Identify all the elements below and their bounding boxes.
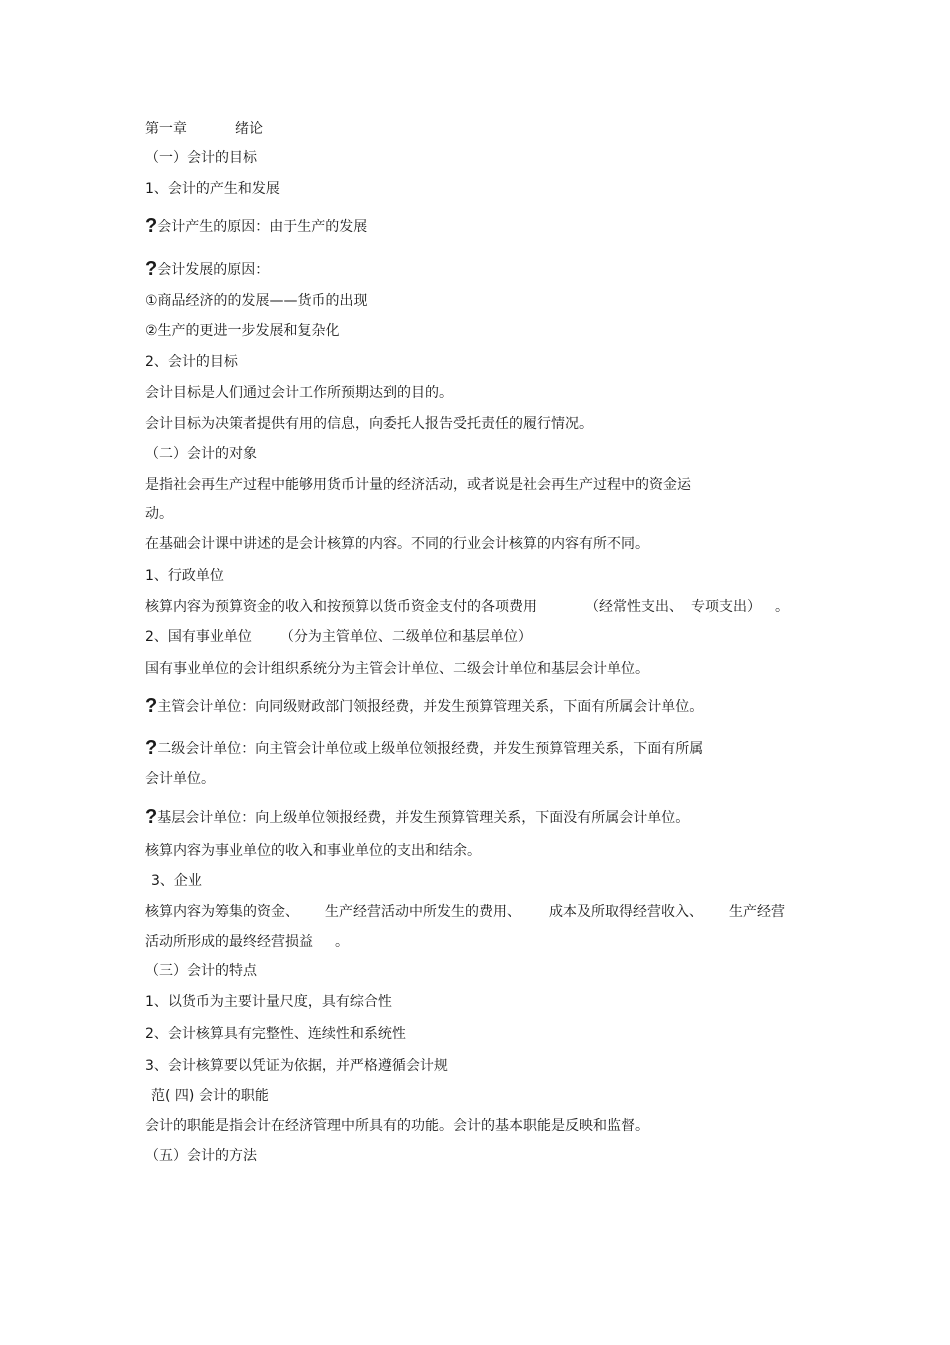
list-item: 3、会计核算要以凭证为依据，并严格遵循会计规 bbox=[145, 1058, 448, 1074]
section-heading: 范( 四) 会计的职能 bbox=[151, 1088, 269, 1104]
chapter-heading bbox=[145, 120, 263, 138]
chapter-label: 第一章 bbox=[145, 121, 187, 137]
text-run: （经常性支出、 bbox=[585, 599, 683, 615]
bullet-line bbox=[145, 697, 703, 716]
bullet-line bbox=[145, 217, 367, 236]
text-run: 生产经营 bbox=[729, 904, 785, 920]
question-mark-icon: ? bbox=[145, 806, 158, 828]
list-item: 1、会计的产生和发展 bbox=[145, 181, 280, 197]
numbered-point: ①商品经济的的发展——货币的出现 bbox=[145, 293, 368, 309]
text-run: 。 bbox=[335, 934, 349, 950]
question-mark-icon: ? bbox=[145, 695, 158, 717]
text-run: 成本及所取得经营收入、 bbox=[549, 904, 703, 920]
list-item bbox=[145, 628, 532, 646]
text-run: 活动所形成的最终经营损益 bbox=[145, 934, 313, 950]
bullet-text: 基层会计单位：向上级单位领报经费，并发生预算管理关系，下面没有所属会计单位。 bbox=[157, 810, 690, 826]
paragraph: 会计的职能是指会计在经济管理中所具有的功能。会计的基本职能是反映和监督。 bbox=[145, 1118, 649, 1134]
section-heading: （五）会计的方法 bbox=[145, 1148, 257, 1164]
section-heading: （一）会计的目标 bbox=[145, 150, 257, 166]
text-run: 核算内容为预算资金的收入和按预算以货币资金支付的各项费用 bbox=[145, 599, 537, 615]
list-item: 1、行政单位 bbox=[145, 568, 224, 584]
list-item: 2、会计的目标 bbox=[145, 354, 238, 370]
paragraph: 会计目标为决策者提供有用的信息，向委托人报告受托责任的履行情况。 bbox=[145, 416, 593, 432]
bullet-text: 会计产生的原因：由于生产的发展 bbox=[157, 219, 368, 235]
paragraph bbox=[145, 903, 785, 921]
text-run: 。 bbox=[775, 599, 789, 615]
numbered-point: ②生产的更进一步发展和复杂化 bbox=[145, 323, 340, 339]
list-item: 1、以货币为主要计量尺度，具有综合性 bbox=[145, 994, 392, 1010]
question-mark-icon: ? bbox=[145, 215, 158, 237]
list-item: 2、会计核算具有完整性、连续性和系统性 bbox=[145, 1026, 406, 1042]
list-item: 3、企业 bbox=[151, 873, 202, 889]
paragraph: 动。 bbox=[145, 506, 173, 522]
question-mark-icon: ? bbox=[145, 737, 158, 759]
text-run: （分为主管单位、二级单位和基层单位） bbox=[279, 629, 532, 645]
bullet-text: 主管会计单位：向同级财政部门领报经费，并发生预算管理关系，下面有所属会计单位。 bbox=[157, 699, 704, 715]
paragraph: 核算内容为事业单位的收入和事业单位的支出和结余。 bbox=[145, 843, 481, 859]
text-run: 专项支出） bbox=[691, 599, 761, 615]
bullet-text: 二级会计单位：向主管会计单位或上级单位领报经费，并发生预算管理关系，下面有所属 bbox=[157, 741, 704, 757]
text-run: 核算内容为筹集的资金、 bbox=[145, 904, 299, 920]
paragraph: 会计单位。 bbox=[145, 771, 215, 787]
chapter-title: 绪论 bbox=[235, 121, 263, 137]
question-mark-icon: ? bbox=[145, 258, 158, 280]
bullet-line bbox=[145, 739, 703, 758]
bullet-line bbox=[145, 808, 689, 827]
text-run: 生产经营活动中所发生的费用、 bbox=[325, 904, 521, 920]
section-heading: （二）会计的对象 bbox=[145, 446, 257, 462]
text-run: 2、国有事业单位 bbox=[145, 629, 252, 645]
paragraph bbox=[145, 598, 789, 616]
paragraph: 在基础会计课中讲述的是会计核算的内容。不同的行业会计核算的内容有所不同。 bbox=[145, 536, 649, 552]
bullet-text: 会计发展的原因： bbox=[157, 262, 270, 278]
paragraph: 会计目标是人们通过会计工作所预期达到的目的。 bbox=[145, 385, 453, 401]
paragraph bbox=[145, 933, 349, 951]
paragraph: 是指社会再生产过程中能够用货币计量的经济活动，或者说是社会再生产过程中的资金运 bbox=[145, 477, 691, 493]
bullet-line bbox=[145, 260, 269, 279]
section-heading: （三）会计的特点 bbox=[145, 963, 257, 979]
paragraph: 国有事业单位的会计组织系统分为主管会计单位、二级会计单位和基层会计单位。 bbox=[145, 661, 649, 677]
